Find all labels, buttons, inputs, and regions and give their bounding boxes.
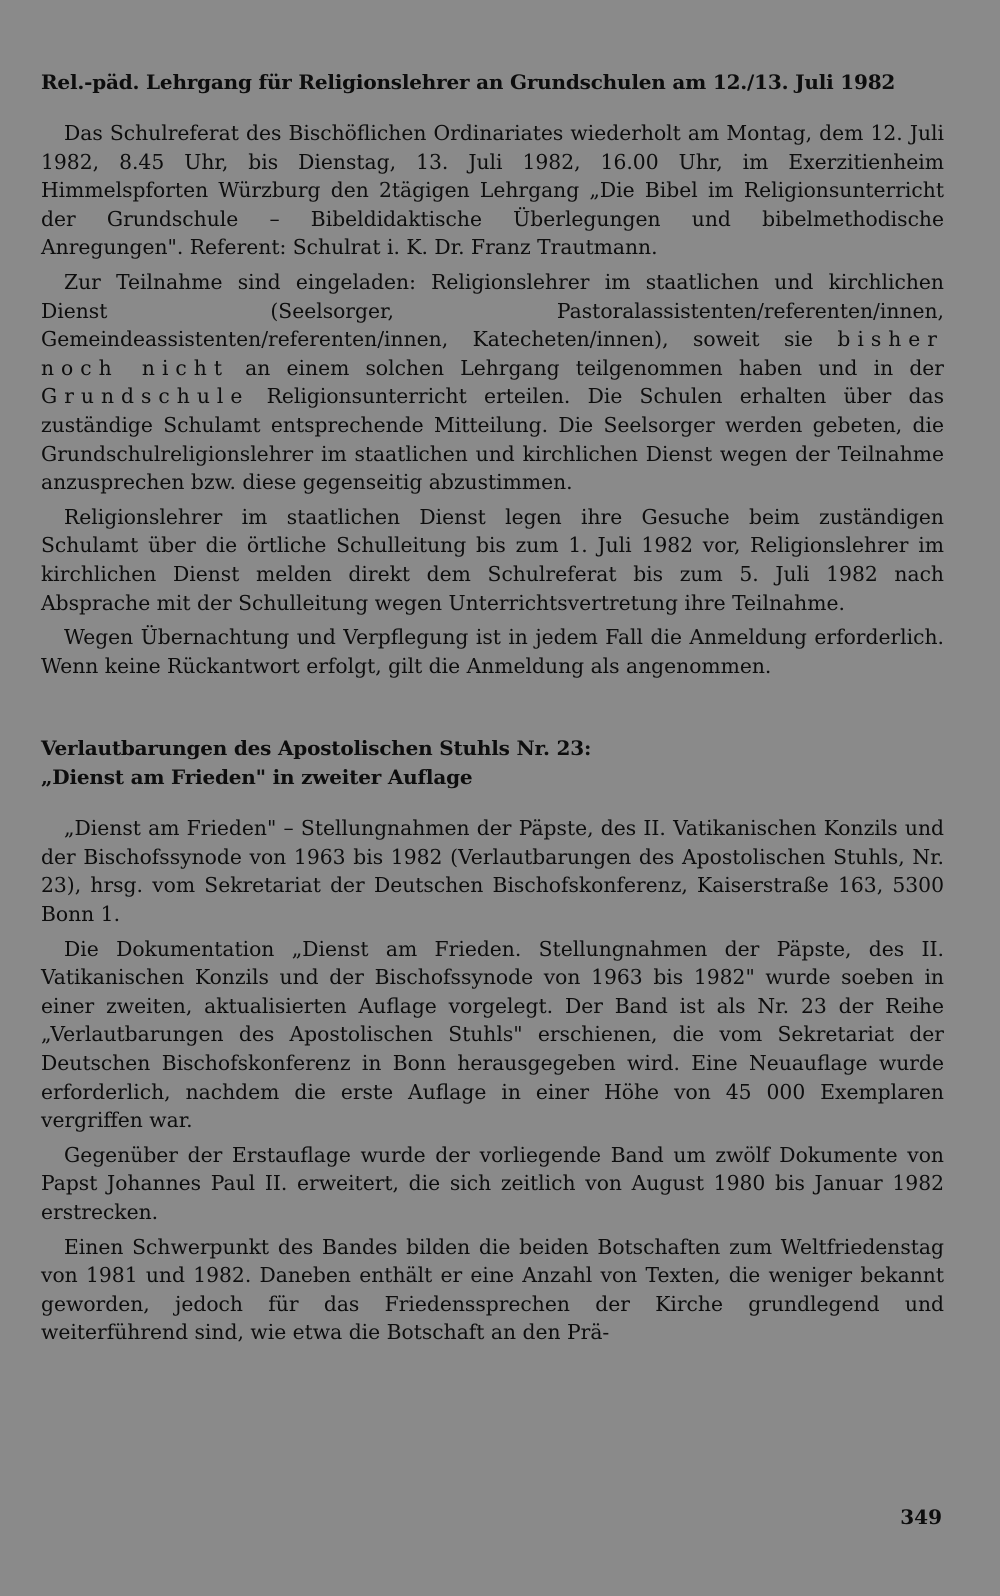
document-page — [41, 68, 944, 1353]
paragraph-teilnahme — [41, 268, 944, 497]
section-dienst-am-frieden — [41, 734, 944, 1347]
emphasis-grundschule: Grundschule — [41, 384, 250, 409]
paragraph-erstauflage: Gegenüber der Erstauflage wurde der vorliegende Band um zwölf Dokumente von Papst Johannes Paul II. erweitert, die sich zeitlich von August 1980 bis Januar 1982 erstrecken. — [41, 1142, 944, 1224]
page-number: 349 — [900, 1505, 942, 1529]
paragraph-lehrgang-intro: Das Schulreferat des Bischöflichen Ordinariates wiederholt am Montag, dem 12. Juli 1982, 8.45 Uhr, bis Dienstag, 13. Juli 1982, 16.00 Uhr, im Exerzitienheim Himmelspforten Würzburg den 2tägigen Lehrgang „Die Bibel im Religionsunterricht der Grundschule – Bibeldidaktische Überlegungen und bibelmethodische Anregungen". Referent: Schulrat i. K. Dr. Franz Trautmann. — [41, 121, 944, 260]
section-heading-line-2: „Dienst am Frieden" in zweiter Auflage — [41, 765, 473, 790]
paragraph-schwerpunkt: Einen Schwerpunkt des Bandes bilden die beiden Botschaften zum Weltfriedenstag von 1981 und 1982. Daneben enthält er eine Anzahl von Texten, die weniger bekannt geworden, jedoch für das Friedenssprechen der Kirche grundlegend und weiterführend sind, wie etwa die Botschaft an den Prä- — [41, 1234, 944, 1345]
paragraph-teilnahme-text-2: an einem solchen Lehrgang teilgenommen haben und in der — [229, 355, 944, 380]
paragraph-teilnahme-text-3: Religionsunterricht erteilen. Die Schulen erhalten über das zuständige Schulamt entsprechende Mitteilung. Die Seelsorger werden gebeten, die Grundschulreligionslehrer im staatlichen und kirchlichen Dienst wegen der Teilnahme anzusprechen bzw. diese gegenseitig abzustimmen. — [41, 384, 944, 495]
paragraph-anmeldung: Wegen Übernachtung und Verpflegung ist in jedem Fall die Anmeldung erforderlich. Wenn keine Rückantwort erfolgt, gilt die Anmeldung als angenommen. — [41, 625, 944, 678]
paragraph-dokumentation: Die Dokumentation „Dienst am Frieden. Stellungnahmen der Päpste, des II. Vatikanischen Konzils und der Bischofssynode von 1963 bis 1982" wurde soeben in einer zweiten, aktualisierten Auflage vorgelegt. Der Band ist als Nr. 23 der Reihe „Verlautbarungen des Apostolischen Stuhls" erschienen, die vom Sekretariat der Deutschen Bischofskonferenz in Bonn herausgegeben wird. Eine Neuauflage wurde erforderlich, nachdem die erste Auflage in einer Höhe von 45 000 Exemplaren vergriffen war. — [41, 936, 944, 1133]
paragraph-teilnahme-text-1: Zur Teilnahme sind eingeladen: Religionslehrer im staatlichen und kirchlichen Dienst (Seelsorger, Pastoralassistenten/referenten/innen, Gemeindeassistenten/referenten/innen, Katecheten/innen), soweit sie — [41, 269, 944, 352]
section-heading-verlautbarungen — [41, 734, 944, 792]
section-lehrgang — [41, 68, 944, 680]
emphasis-bisher-noch-nicht: bisher noch nicht — [41, 327, 944, 380]
paragraph-gesuche: Religionslehrer im staatlichen Dienst legen ihre Gesuche beim zuständigen Schulamt über die örtliche Schulleitung bis zum 1. Juli 1982 vor, Religionslehrer im kirchlichen Dienst melden direkt dem Schulreferat bis zum 5. Juli 1982 nach Absprache mit der Schulleitung wegen Unterrichtsvertretung ihre Teilnahme. — [41, 504, 944, 615]
section-heading-lehrgang: Rel.-päd. Lehrgang für Religionslehrer an Grundschulen am 12./13. Juli 1982 — [41, 70, 896, 94]
section-heading-line-1: Verlautbarungen des Apostolischen Stuhls Nr. 23: — [41, 736, 592, 761]
paragraph-publication-citation: „Dienst am Frieden" – Stellungnahmen der Päpste, des II. Vatikanischen Konzils und der Bischofssynode von 1963 bis 1982 (Verlautbarungen des Apostolischen Stuhls, Nr. 23), hrsg. vom Sekretariat der Deutschen Bischofskonferenz, Kaiserstraße 163, 5300 Bonn 1. — [41, 816, 944, 927]
